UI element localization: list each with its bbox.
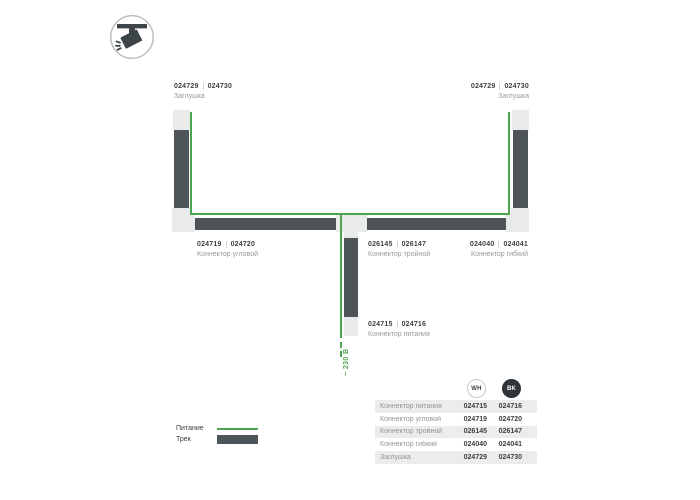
legend-track-swatch [217, 435, 258, 444]
label-end-cap-right [471, 82, 529, 100]
divider [203, 83, 204, 90]
legend-track-label: Трек [176, 436, 191, 443]
table-row [375, 438, 537, 451]
table-row [375, 413, 537, 426]
label-power-connector [368, 320, 430, 338]
part-name: Коннектор гибкий [471, 251, 528, 258]
label-triple-connector [368, 240, 430, 258]
part-number-wh: 026145 [368, 241, 393, 248]
track-spotlight-icon [109, 14, 155, 60]
part-name: Заглушка [498, 93, 529, 100]
row-wh-number: 024719 [463, 415, 487, 423]
part-name: Коннектор угловой [197, 251, 258, 258]
row-bk-number: 024716 [498, 402, 522, 410]
row-wh-number: 026145 [463, 428, 487, 436]
divider [499, 83, 500, 90]
power-line-right [508, 112, 510, 215]
part-name: Коннектор тройной [368, 251, 431, 258]
part-number-wh: 024715 [368, 321, 393, 328]
divider [498, 241, 499, 248]
part-number-bk: 024716 [401, 321, 427, 328]
row-wh-number: 024715 [463, 402, 487, 410]
end-cap-right [512, 110, 529, 130]
track-segment-bottom-left [195, 218, 336, 230]
power-line-left [190, 112, 192, 215]
corner-connector-left-arm [172, 214, 195, 232]
row-part-name: Заглушка [380, 454, 411, 462]
part-number-wh: 024729 [470, 83, 496, 90]
track-segment-right [513, 130, 528, 208]
part-number-wh: 024040 [469, 241, 495, 248]
table-row [375, 426, 537, 439]
part-number-wh: 024729 [174, 83, 199, 90]
label-corner-connector [197, 240, 258, 258]
power-line-dash-2 [340, 351, 342, 357]
row-bk-number: 024730 [498, 454, 522, 462]
power-line-middle [340, 215, 342, 338]
track-segment-bottom-right [367, 218, 506, 230]
voltage-label: ~ 230 В [343, 348, 350, 376]
divider [226, 241, 227, 248]
divider [397, 321, 398, 328]
power-line-horizontal [190, 213, 510, 215]
row-part-name: Коннектор тройной [380, 428, 443, 436]
label-end-cap-left [174, 82, 232, 100]
part-name: Заглушка [174, 93, 205, 100]
table-row [375, 400, 537, 413]
power-line-dash-1 [340, 342, 342, 348]
row-bk-number: 024041 [498, 441, 522, 449]
bk-color-badge: BK [502, 379, 521, 398]
end-cap-left [173, 110, 190, 130]
power-connector [344, 317, 358, 336]
legend-row-power [176, 423, 258, 434]
row-part-name: Коннектор угловой [380, 415, 441, 423]
row-part-name: Коннектор гибкий [380, 441, 437, 449]
legend-power-label: Питание [176, 425, 204, 432]
row-wh-number: 024040 [463, 441, 487, 449]
table-row [375, 451, 537, 464]
part-name: Коннектор питания [368, 331, 430, 338]
part-number-bk: 024041 [503, 241, 528, 248]
header-col-bk [487, 379, 522, 398]
wh-color-badge: WH [467, 379, 486, 398]
part-number-bk: 024730 [504, 83, 529, 90]
parts-table-header [375, 379, 537, 400]
part-number-bk: 026147 [401, 241, 427, 248]
divider [397, 241, 398, 248]
legend [176, 423, 258, 445]
flex-connector-right-arm [506, 214, 529, 232]
legend-power-swatch [217, 428, 258, 430]
part-number-bk: 024720 [230, 241, 256, 248]
legend-row-track [176, 434, 258, 445]
track-segment-left [174, 130, 189, 208]
row-bk-number: 026147 [498, 428, 522, 436]
row-bk-number: 024720 [498, 415, 522, 423]
part-number-bk: 024730 [207, 83, 233, 90]
track-segment-middle [344, 238, 358, 317]
label-flex-connector [470, 240, 528, 258]
part-number-wh: 024719 [197, 241, 222, 248]
row-part-name: Коннектор питания [380, 402, 442, 410]
parts-table [375, 379, 537, 464]
header-col-wh [452, 379, 487, 398]
row-wh-number: 024729 [463, 454, 487, 462]
